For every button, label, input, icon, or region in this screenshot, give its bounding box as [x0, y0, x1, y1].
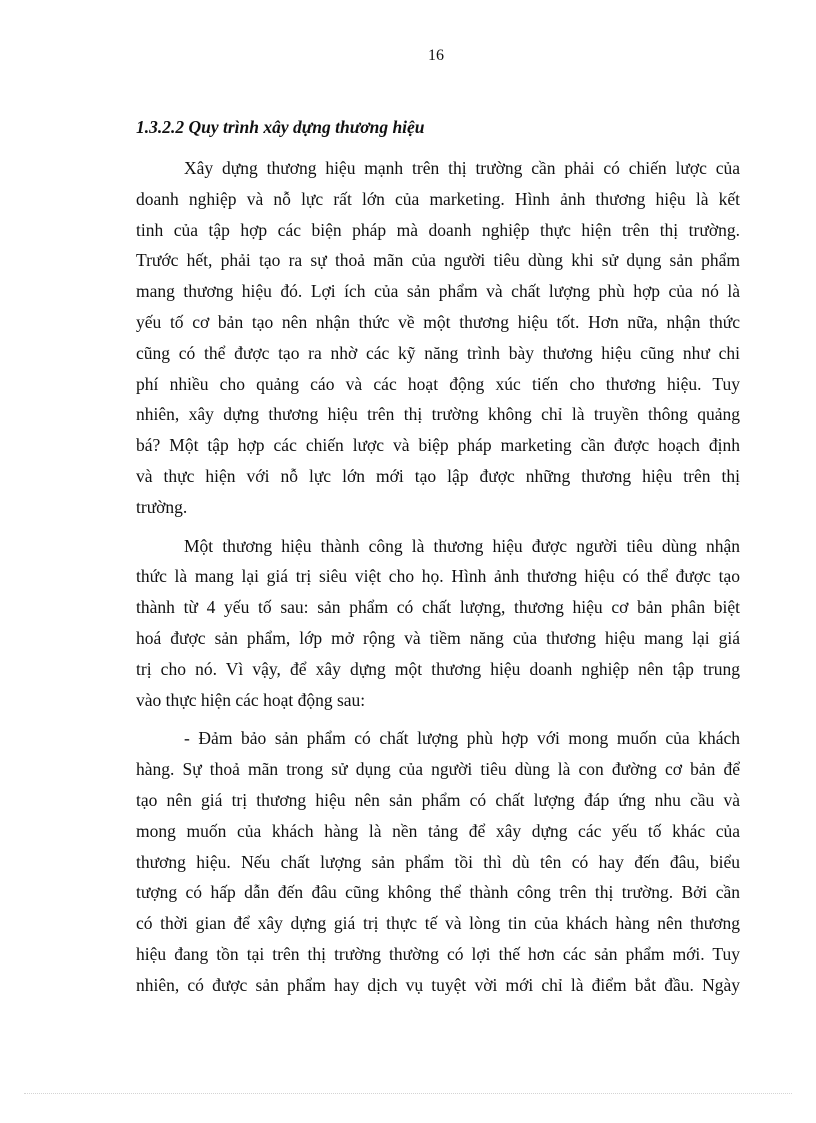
text-line: hiệu đang tồn tại trên thị trường thường có lợi thế hơn các sản phẩm mới. Tuy	[136, 943, 740, 964]
text-line: và thực hiện với nỗ lực lớn mới tạo lập được những thương hiệu trên thị	[136, 465, 740, 486]
paragraph-2	[136, 531, 740, 716]
text-line: mong muốn của khách hàng là nền tảng để xây dựng các yếu tố khác của	[136, 820, 740, 841]
text-line: cũng có thể được tạo ra nhờ các kỹ năng trình bày thương hiệu cũng như chi	[136, 342, 740, 363]
text-line: thức là mang lại giá trị siêu việt cho họ. Hình ảnh thương hiệu có thể được tạo	[136, 566, 740, 587]
text-line: doanh nghiệp và nỗ lực rất lớn của marketing. Hình ảnh thương hiệu là kết	[136, 188, 740, 209]
text-line: có thời gian để xây dựng giá trị thực tế và lòng tin của khách hàng nên thương	[136, 913, 740, 934]
text-line: vào thực hiện các hoạt động sau:	[136, 689, 366, 710]
text-line: nhiên, có được sản phẩm hay dịch vụ tuyệt vời mới chỉ là điểm bắt đầu. Ngày	[136, 974, 740, 995]
paragraph-1	[136, 153, 740, 523]
document-body	[136, 112, 740, 1009]
text-line: Xây dựng thương hiệu mạnh trên thị trường cần phải có chiến lược của	[184, 158, 740, 178]
page-bottom-divider	[24, 1093, 792, 1094]
text-line: trường.	[136, 496, 188, 517]
text-line: thành từ 4 yếu tố sau: sản phẩm có chất lượng, thương hiệu cơ bản phân biệt	[136, 597, 740, 618]
text-line: tượng có hấp dẫn đến đâu cũng không thể thành công trên thị trường. Bởi cần	[136, 882, 740, 903]
text-line: thương hiệu. Nếu chất lượng sản phẩm tồi thì dù tên có hay đến đâu, biểu	[136, 851, 740, 872]
text-line: hoá được sản phẩm, lớp mở rộng và tiềm năng của thương hiệu mang lại giá	[136, 627, 740, 648]
paragraph-3	[136, 723, 740, 1000]
text-line: mang thương hiệu đó. Lợi ích của sản phẩm và chất lượng phù hợp của nó là	[136, 281, 740, 302]
text-line: Một thương hiệu thành công là thương hiệu được người tiêu dùng nhận	[184, 535, 740, 556]
text-line: phí nhiều cho quảng cáo và các hoạt động xúc tiến cho thương hiệu. Tuy	[136, 373, 740, 394]
text-line: tạo nên giá trị thương hiệu nên sản phẩm có chất lượng đáp ứng nhu cầu và	[136, 789, 740, 810]
text-line: yếu tố cơ bản tạo nên nhận thức về một thương hiệu tốt. Hơn nữa, nhận thức	[136, 311, 740, 332]
text-line: nhiên, xây dựng thương hiệu trên thị trường không chỉ là truyền thông quảng	[136, 404, 740, 425]
text-line: - Đảm bảo sản phẩm có chất lượng phù hợp với mong muốn của khách	[184, 728, 740, 749]
section-heading: 1.3.2.2 Quy trình xây dựng thương hiệu	[136, 117, 425, 137]
text-line: Trước hết, phải tạo ra sự thoả mãn của người tiêu dùng khi sử dụng sản phẩm	[136, 250, 740, 271]
text-line: bá? Một tập hợp các chiến lược và biệp pháp marketing cần được hoạch định	[136, 435, 740, 456]
text-line: tinh của tập hợp các biện pháp mà doanh nghiệp thực hiện trên thị trường.	[136, 219, 740, 240]
text-line: hàng. Sự thoả mãn trong sử dụng của người tiêu dùng là con đường cơ bản để	[136, 759, 740, 780]
page-number: 16	[428, 47, 444, 64]
text-line: trị cho nó. Vì vậy, để xây dựng một thương hiệu doanh nghiệp nên tập trung	[136, 658, 740, 679]
